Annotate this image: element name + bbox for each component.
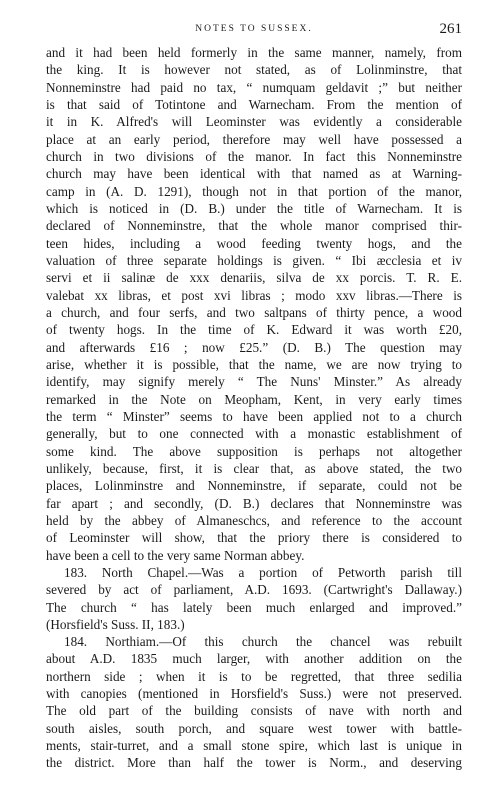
running-title: NOTES TO SUSSEX. [195, 24, 313, 34]
text-line: identify, may signify merely “ The Nuns' Minster.” As already [46, 374, 462, 390]
text-line: place at an early period, therefore may well have possessed a [46, 131, 462, 147]
text-line: the king. It is however not stated, as of Lolinminstre, that [46, 62, 462, 78]
text-line: is that said of Totintone and Warnecham. From the mention of [46, 96, 462, 112]
text-line: servi et ii salinæ de xxx denariis, silva de xx porcis. T. R. E. [46, 270, 462, 286]
text-line: (Horsfield's Suss. II, 183.) [46, 616, 185, 632]
text-line: teen hides, including a wood feeding twenty hogs, and the [46, 235, 462, 251]
text-line: some kind. The above supposition is perhaps not altogether [46, 443, 462, 459]
text-line: about A.D. 1835 much larger, with another addition on the [46, 651, 462, 667]
text-line: The old part of the building consists of nave with north and [46, 703, 462, 719]
running-head [46, 22, 462, 44]
text-line: northern side ; when it is to be regretted, that three sedilia [46, 668, 462, 684]
text-line: held by the abbey of Almaneschcs, and reference to the account [46, 512, 462, 528]
text-line: south aisles, south porch, and square west tower with battle- [46, 720, 462, 736]
text-line: which is noticed in (D. B.) under the title of Warnecham. It is [46, 200, 462, 216]
text-line: with canopies (mentioned in Horsfield's Suss.) were not preserved. [46, 686, 462, 702]
text-line: severed by act of parliament, A.D. 1693. (Cartwright's Dallaway.) [46, 582, 462, 598]
text-line: and it had been held formerly in the same manner, namely, from [46, 45, 462, 60]
text-line: The church “ has lately been much enlarged and improved.” [46, 599, 462, 615]
text-line: 183. North Chapel.—Was a portion of Petworth parish till [64, 564, 462, 580]
text-line: of twenty hogs. In the time of K. Edward it was worth £20, [46, 322, 462, 338]
text-line: of Leominster will show, that the priory there is considered to [46, 530, 462, 546]
text-line: ments, stair-turret, and a small stone spire, which last is unique in [46, 738, 462, 754]
text-line: 184. Northiam.—Of this church the chancel was rebuilt [64, 634, 462, 650]
text-line: and afterwards £16 ; now £25.” (D. B.) The question may [46, 339, 462, 355]
text-line: a church, and four serfs, and two saltpans of thirty pence, a wood [46, 304, 462, 320]
text-line: remarked in the Note on Meopham, Kent, in very early times [46, 391, 462, 407]
text-line: the district. More than half the tower is Norm., and deserving [46, 755, 462, 771]
text-line: declared of Nonneminstre, that the whole manor comprised thir- [46, 218, 462, 234]
text-line: valebat xx libras, et post xvi libras ; modo xxv libras.—There is [46, 287, 462, 303]
book-page [46, 22, 462, 772]
text-line: the term “ Minster” seems to have been applied not to a church [46, 408, 462, 424]
text-line: far apart ; and secondly, (D. B.) declares that Nonneminstre was [46, 495, 462, 511]
paragraph-nonneminstre [46, 44, 462, 564]
text-line: it in K. Alfred's will Leominster was evidently a considerable [46, 114, 462, 130]
page-number: 261 [439, 21, 462, 37]
text-line: church in two divisions of the manor. In fact this Nonneminstre [46, 148, 462, 164]
text-line: camp in (A. D. 1291), though not in that portion of the manor, [46, 183, 462, 199]
paragraph-northiam [46, 633, 462, 772]
text-line: church may have been identical with that named as at Warning- [46, 166, 462, 182]
text-line: have been a cell to the very same Norman abbey. [46, 547, 305, 563]
text-line: generally, but to one connected with a monastic establishment of [46, 426, 462, 442]
text-line: arise, whether it is possible, that the name, we are now trying to [46, 356, 462, 372]
text-line: places, Lolinminstre and Nonneminstre, if separate, could not be [46, 478, 462, 494]
text-line: unlikely, because, first, it is clear that, as above stated, the two [46, 460, 462, 476]
text-line: Nonneminstre had paid no tax, “ numquam geldavit ;” but neither [46, 79, 462, 95]
paragraph-north-chapel [46, 564, 462, 633]
text-line: valuation of three separate holdings is given. “ Ibi æcclesia et iv [46, 252, 462, 268]
